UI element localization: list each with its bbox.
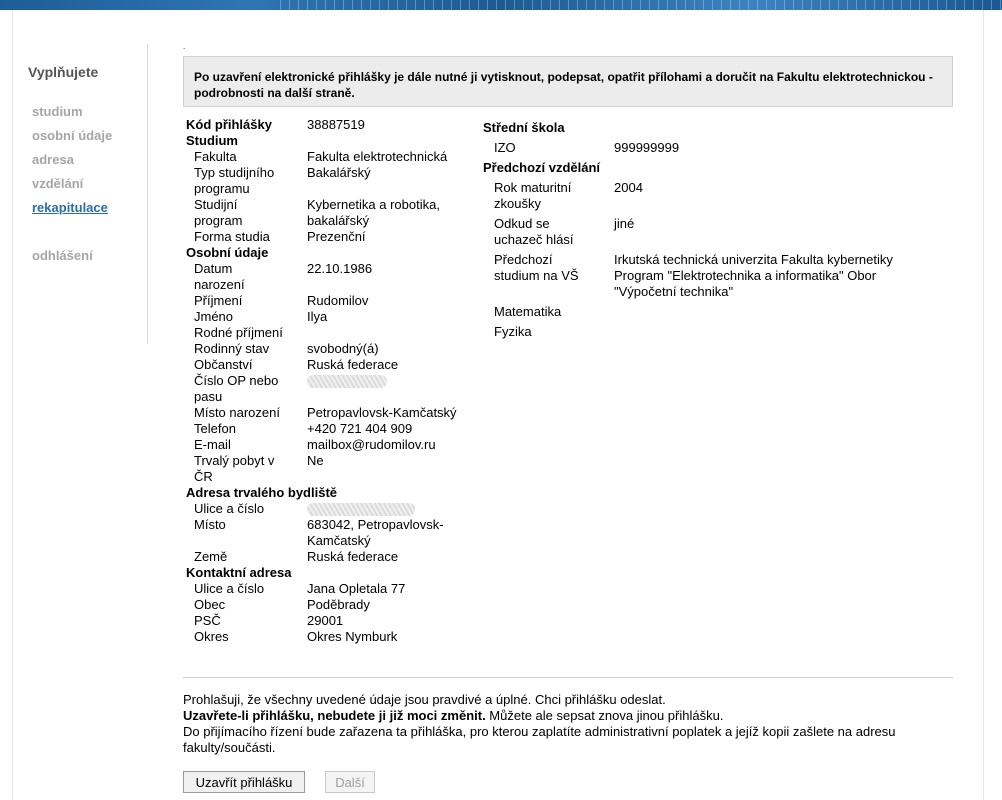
prijmeni-value: Rudomilov (307, 293, 369, 308)
sidebar-items (28, 100, 143, 268)
datum-narozeni-value: 22.10.1986 (307, 261, 373, 276)
sidebar-heading: Vyplňujete (28, 64, 99, 80)
forma-studia-value: Prezenční (307, 229, 366, 244)
telefon-value: +420 721 404 909 (307, 421, 413, 436)
rodne-prijmeni-label: Rodné příjmení (194, 325, 283, 340)
footer-divider (183, 677, 953, 678)
header-banner (0, 0, 1002, 10)
declaration-text (183, 692, 953, 756)
notice-dot: . (183, 42, 186, 51)
banner-pattern (280, 0, 1002, 10)
kontaktni-okres-label: Okres (194, 629, 229, 644)
matematika-label: Matematika (494, 304, 562, 319)
trvala-zeme-label: Země (194, 549, 228, 564)
studijni-program-value: Kybernetika a robotika, bakalářský (307, 197, 440, 228)
telefon-label: Telefon (194, 421, 236, 436)
declaration-line-2 (183, 708, 953, 724)
declaration-line-3: Do přijímacího řízení bude zařazena ta přihláška, pro kterou zaplatíte administrativní poplatek a jejíž kopii zašlete na adresu fakulty/součásti. (183, 724, 896, 755)
declaration-warning: Uzavřete-li přihlášku, nebudete ji již moci změnit. (183, 708, 486, 723)
prijmeni-label: Příjmení (194, 293, 243, 308)
datum-narozeni-label: Datum narození (194, 261, 245, 292)
sidebar-divider (147, 44, 148, 344)
trvaly-pobyt-value: Ne (307, 453, 324, 468)
sidebar (28, 58, 143, 268)
close-application-button[interactable]: Uzavřít přihlášku (183, 771, 305, 793)
rodinny-stav-value: svobodný(á) (307, 341, 379, 356)
email-value: mailbox@rudomilov.ru (307, 437, 436, 452)
sidebar-item-adresa[interactable]: adresa (32, 152, 74, 167)
redacted-street-value (307, 503, 415, 516)
application-code-value: 38887519 (307, 117, 365, 132)
rok-maturity-value: 2004 (614, 180, 643, 195)
cislo-op-label: Číslo OP nebo pasu (194, 373, 279, 404)
obcanstvi-label: Občanství (194, 357, 253, 372)
sidebar-item-vzdelani[interactable]: vzdělání (32, 176, 84, 191)
redacted-passport-value (307, 375, 387, 388)
trvala-misto-value: 683042, Petropavlovsk-Kamčatský (307, 517, 444, 548)
sidebar-item-rekapitulace[interactable]: rekapitulace (32, 200, 108, 215)
trvala-misto-label: Místo (194, 517, 226, 532)
jmeno-value: Ilya (307, 309, 328, 324)
notice-box: Po uzavření elektronické přihlášky je dále nutné ji vytisknout, podepsat, opatřit přílohami a doručit na Fakultu elektrotechnickou - podrobnosti na další straně. (183, 56, 953, 107)
email-label: E-mail (194, 437, 231, 452)
kontaktni-obec-value: Poděbrady (307, 597, 370, 612)
typ-programu-value: Bakalářský (307, 165, 371, 180)
kontaktni-ulice-value: Jana Opletala 77 (307, 581, 406, 596)
page-border-left (12, 10, 13, 800)
section-osobni-title: Osobní údaje (186, 245, 269, 260)
sidebar-item-osobni-udaje[interactable]: osobní údaje (32, 128, 113, 143)
predchozi-studium-vs-value: Irkutská technická univerzita Fakulta kybernetiky Program "Elektrotechnika a informatika" Obor "Výpočetní technika" (614, 252, 893, 299)
section-studium-title: Studium (186, 133, 238, 148)
sidebar-item-studium[interactable]: studium (32, 104, 83, 119)
typ-programu-label: Typ studijního programu (194, 165, 275, 196)
studijni-program-label: Studijní program (194, 197, 243, 228)
next-button[interactable]: Další (325, 771, 375, 793)
rodinny-stav-label: Rodinný stav (194, 341, 270, 356)
declaration-line-2-rest: Můžete ale sepsat znova jinou přihlášku. (485, 708, 724, 723)
izo-label: IZO (494, 140, 516, 155)
section-adresa-trvala-title: Adresa trvalého bydliště (186, 485, 337, 500)
kontaktni-obec-label: Obec (194, 597, 226, 612)
forma-studia-label: Forma studia (194, 229, 270, 244)
misto-narozeni-value: Petropavlovsk-Kamčatský (307, 405, 457, 420)
kontaktni-ulice-label: Ulice a číslo (194, 581, 265, 596)
izo-value: 999999999 (614, 140, 680, 155)
rok-maturity-label: Rok maturitní zkoušky (494, 180, 572, 211)
fyzika-label: Fyzika (494, 324, 532, 339)
application-code-label: Kód přihlášky (186, 117, 272, 132)
section-stredni-skola-title: Střední škola (483, 120, 565, 135)
trvaly-pobyt-label: Trvalý pobyt v ČR (194, 453, 275, 484)
odkud-se-hlasi-label: Odkud se uchazeč hlásí (494, 216, 574, 247)
fakulta-label: Fakulta (194, 149, 237, 164)
section-adresa-kontaktni-title: Kontaktní adresa (186, 565, 292, 580)
sidebar-item-logout[interactable]: odhlášení (32, 248, 93, 263)
odkud-se-hlasi-value: jiné (614, 216, 635, 231)
page-border-right (983, 10, 984, 800)
declaration-line-1: Prohlašuji, že všechny uvedené údaje jsou pravdivé a úplné. Chci přihlášku odeslat. (183, 692, 666, 707)
predchozi-studium-vs-label: Předchozí studium na VŠ (494, 252, 579, 283)
kontaktni-psc-value: 29001 (307, 613, 344, 628)
fakulta-value: Fakulta elektrotechnická (307, 149, 448, 164)
obcanstvi-value: Ruská federace (307, 357, 399, 372)
trvala-zeme-value: Ruská federace (307, 549, 399, 564)
misto-narozeni-label: Místo narození (194, 405, 280, 420)
trvala-ulice-label: Ulice a číslo (194, 501, 265, 516)
section-predchozi-title: Předchozí vzdělání (483, 160, 601, 175)
kontaktni-okres-value: Okres Nymburk (307, 629, 398, 644)
jmeno-label: Jméno (194, 309, 234, 324)
kontaktni-psc-label: PSČ (194, 613, 221, 628)
